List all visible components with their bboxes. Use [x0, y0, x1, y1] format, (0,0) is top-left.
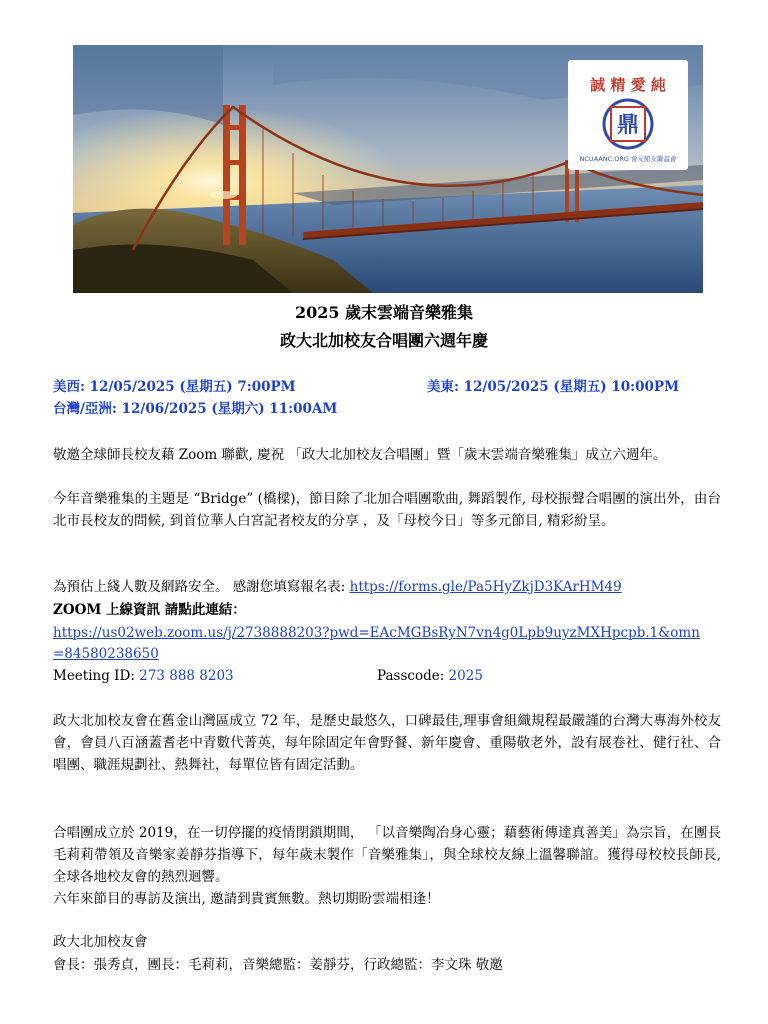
zoom-meeting-link-continued[interactable]: =84580238650 [53, 646, 159, 662]
zoom-link-line-1[interactable] [53, 624, 700, 643]
schedule-us-west: 美西: 12/05/2025 (星期五) 7:00PM [53, 379, 296, 395]
passcode-value: 2025 [448, 668, 483, 684]
passcode [377, 667, 483, 686]
event-title: 2025 歲末雲端音樂雅集 [294, 303, 474, 322]
svg-text:誠 精 愛 純: 誠 精 愛 純 [590, 76, 666, 94]
zoom-meeting-link[interactable]: https://us02web.zoom.us/j/2738888203?pwd=EAcMGBsRyN7vn4g0Lpb9uyzMXHpcpb.1&omn [53, 625, 700, 641]
about-guests-paragraph: 六年來節目的專訪及演出, 邀請到貴賓無數。熱切期盼雲端相逢！ [53, 891, 440, 907]
invitation-paragraph-1: 敬邀全球師長校友藉 Zoom 聯歡, 慶祝 「政大北加校友合唱團」暨「歲末雲端音樂雅集」成立六週年。 [53, 447, 667, 463]
registration-line [53, 578, 622, 597]
zoom-link-line-2[interactable] [53, 645, 159, 664]
passcode-label: Passcode: [377, 668, 449, 684]
hero-image [73, 45, 703, 293]
signature-officers: 會長：張秀貞，團長：毛莉莉，音樂總監：姜靜芬，行政總監：李文珠 敬邀 [53, 957, 503, 973]
alumni-logo [568, 60, 688, 170]
about-choir-paragraph: 合唱團成立於 2019，在一切停擺的疫情閉鎖期間， 「以音樂陶冶身心靈；藉藝術傳達真善美」為宗旨，在團長毛莉莉帶領及音樂家姜靜芬指導下，每年歲末製作「音樂雅集」，與全球校友線上溫馨聯誼。獲得母校校長師長, 全球各地校友會的熱烈迴響。 [53, 825, 726, 885]
meeting-id-label: Meeting ID: [53, 668, 140, 684]
meeting-id [53, 667, 234, 686]
svg-text:鼎: 鼎 [616, 112, 640, 138]
svg-text:NCUAANC.ORG 會友館友聯誼會: NCUAANC.ORG 會友館友聯誼會 [579, 155, 677, 163]
registration-form-link[interactable]: https://forms.gle/Pa5HyZkjD3KArHM49 [349, 579, 622, 595]
event-subtitle: 政大北加校友合唱團六週年慶 [279, 331, 488, 350]
registration-text: 為預估上綫人數及網路安全。 感謝您填寫報名表: [53, 579, 350, 595]
meeting-id-value: 273 888 8203 [139, 668, 234, 684]
schedule-us-east: 美東: 12/05/2025 (星期五) 10:00PM [427, 379, 680, 395]
invitation-paragraph-2: 今年音樂雅集的主題是 “Bridge” (橋樑)，節目除了北加合唱團歌曲, 舞蹈製作, 母校振聲合唱團的演出外，由台北市長校友的問候, 到首位華人白宮記者校友的分享 ，及「母校今日」等多元節目, 精彩紛呈。 [53, 491, 721, 529]
zoom-heading: ZOOM 上線資訊 請點此連結： [53, 602, 246, 618]
signature-organization: 政大北加校友會 [53, 934, 148, 950]
schedule-taiwan-asia: 台灣/亞洲: 12/06/2025 (星期六) 11:00AM [53, 401, 338, 417]
about-association-paragraph: 政大北加校友會在舊金山灣區成立 72 年，是歷史最悠久，口碑最佳,理事會組織規程最嚴謹的台灣大專海外校友會，會員八百涵蓋耆老中青數代菁英，每年除固定年會野餐、新年慶會、重陽敬老外，設有展卷社、健行社、合唱團、職涯規劃社、熱舞社，每單位皆有固定活動。 [53, 713, 721, 773]
